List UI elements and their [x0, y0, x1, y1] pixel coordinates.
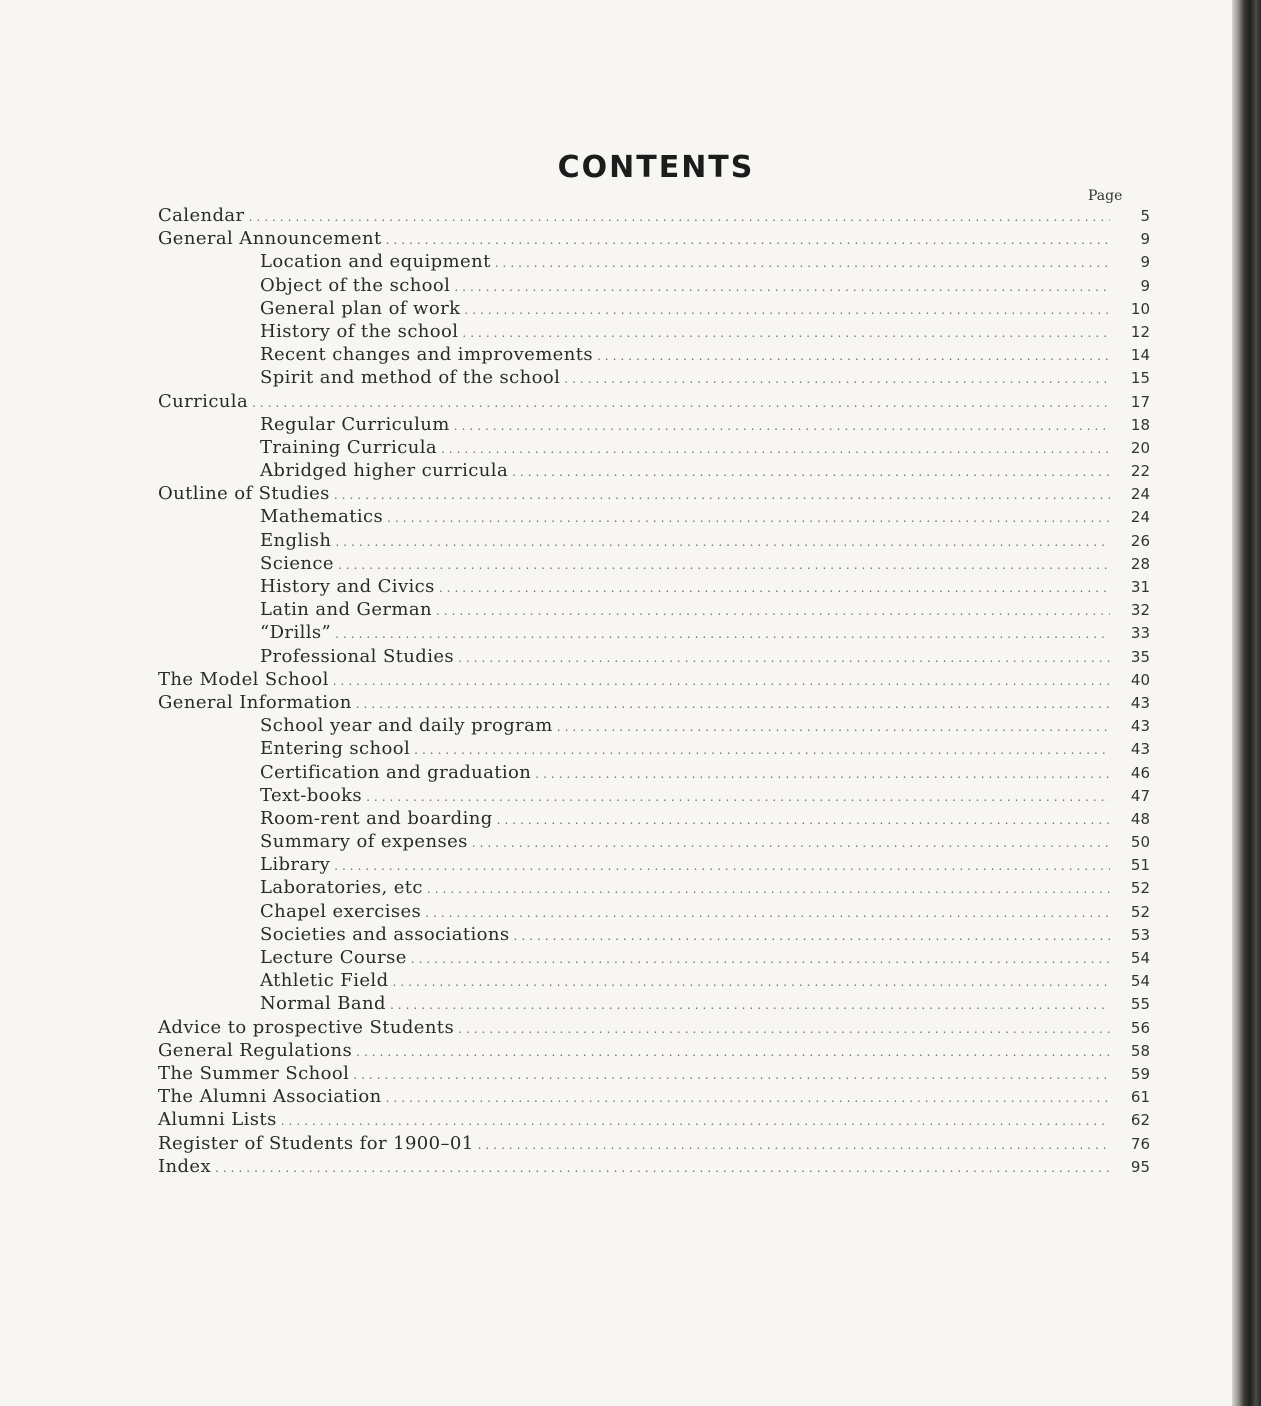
toc-entry-label: Latin and German — [260, 599, 432, 621]
toc-leader-dots — [334, 855, 1110, 878]
toc-entry-page-number: 43 — [1130, 740, 1150, 759]
toc-leader-dots — [249, 206, 1110, 229]
toc-entry-page-number: 52 — [1130, 879, 1150, 898]
book-binding-edge — [1232, 0, 1261, 1406]
toc-entry-label: Laboratories, etc — [260, 877, 423, 899]
toc-entry-label: Register of Students for 1900–01 — [158, 1132, 474, 1154]
toc-leader-dots — [334, 484, 1110, 507]
toc-entry-page-number: 31 — [1130, 578, 1150, 596]
toc-entry-label: History of the school — [260, 320, 459, 342]
toc-entry-page-number: 62 — [1130, 1111, 1150, 1130]
toc-leader-dots — [335, 623, 1110, 646]
toc-entry-page-number: 43 — [1130, 717, 1150, 736]
toc-leader-dots — [495, 252, 1110, 275]
toc-leader-dots — [356, 1041, 1110, 1064]
page-title: CONTENTS — [557, 150, 755, 185]
toc-entry-label: Regular Curriculum — [260, 413, 450, 435]
toc-entry — [158, 900, 1150, 923]
toc-entry — [158, 946, 1150, 969]
toc-entry-label: Science — [260, 552, 334, 574]
toc-leader-dots — [425, 902, 1110, 925]
toc-entry-page-number: 5 — [1140, 207, 1150, 225]
toc-entry — [158, 1155, 1150, 1178]
toc-entry-label: Societies and associations — [260, 923, 510, 945]
toc-leader-dots — [411, 948, 1110, 971]
toc-leader-dots — [564, 368, 1110, 391]
toc-entry — [158, 830, 1150, 853]
toc-leader-dots — [436, 600, 1110, 623]
toc-leader-dots — [472, 832, 1110, 855]
toc-entry — [158, 250, 1150, 273]
toc-entry-page-number: 22 — [1130, 462, 1150, 481]
toc-entry-page-number: 47 — [1130, 786, 1150, 805]
toc-leader-dots — [387, 507, 1110, 530]
toc-entry-page-number: 52 — [1130, 902, 1150, 921]
toc-entry-page-number: 35 — [1130, 647, 1150, 666]
toc-leader-dots — [441, 438, 1110, 461]
toc-entry-label: Summary of expenses — [260, 831, 468, 853]
toc-entry — [158, 204, 1150, 227]
toc-entry — [158, 227, 1150, 250]
toc-entry-page-number: 9 — [1140, 253, 1150, 272]
toc-entry — [158, 807, 1150, 830]
toc-leader-dots — [366, 786, 1110, 809]
toc-entry-label: English — [260, 529, 332, 551]
toc-entry-label: Recent changes and improvements — [260, 344, 593, 366]
toc-entry — [158, 436, 1150, 459]
toc-leader-dots — [356, 693, 1110, 716]
toc-leader-dots — [393, 971, 1111, 994]
toc-entry-page-number: 32 — [1130, 601, 1150, 620]
toc-entry-label: Abridged higher curricula — [260, 460, 509, 482]
toc-leader-dots — [386, 1087, 1110, 1110]
toc-entry — [158, 505, 1150, 528]
toc-entry — [158, 1108, 1150, 1131]
toc-entry-label: The Alumni Association — [158, 1086, 382, 1108]
toc-entry — [158, 761, 1150, 784]
toc-entry — [158, 413, 1150, 436]
toc-entry-label: Index — [158, 1155, 212, 1177]
toc-entry-page-number: 26 — [1130, 531, 1150, 550]
toc-leader-dots — [458, 1018, 1110, 1041]
toc-entry-page-number: 95 — [1130, 1157, 1150, 1176]
toc-entry-label: Calendar — [158, 205, 245, 226]
toc-entry — [158, 1039, 1150, 1062]
toc-entry-label: General Regulations — [158, 1039, 353, 1061]
toc-leader-dots — [335, 531, 1110, 554]
toc-leader-dots — [454, 415, 1110, 438]
toc-entry-page-number: 33 — [1130, 624, 1150, 643]
toc-leader-dots — [557, 716, 1110, 739]
toc-entry — [158, 598, 1150, 621]
toc-entry-label: Outline of Studies — [158, 483, 330, 505]
toc-leader-dots — [535, 763, 1110, 786]
toc-entry-label: Mathematics — [260, 506, 384, 528]
toc-entry — [158, 320, 1150, 343]
toc-entry — [158, 876, 1150, 899]
toc-entry — [158, 992, 1150, 1015]
toc-entry-label: General Announcement — [158, 228, 382, 250]
toc-entry-label: School year and daily program — [260, 715, 553, 737]
toc-entry — [158, 297, 1150, 320]
toc-leader-dots — [414, 739, 1110, 762]
toc-entry-page-number: 24 — [1130, 508, 1150, 527]
toc-leader-dots — [333, 670, 1110, 693]
toc-entry-label: Object of the school — [260, 274, 451, 296]
toc-entry-label: Advice to prospective Students — [158, 1016, 455, 1038]
toc-entry — [158, 784, 1150, 807]
toc-entry-label: Chapel exercises — [260, 900, 422, 922]
toc-entry — [158, 575, 1150, 598]
toc-entry-page-number: 50 — [1130, 833, 1150, 852]
toc-entry-page-number: 10 — [1130, 299, 1150, 318]
toc-leader-dots — [512, 461, 1110, 484]
toc-leader-dots — [462, 322, 1110, 345]
toc-entry — [158, 1016, 1150, 1039]
toc-leader-dots — [464, 299, 1110, 322]
toc-entry-label: Curricula — [158, 390, 249, 412]
toc-leader-dots — [458, 647, 1110, 670]
toc-entry — [158, 552, 1150, 575]
toc-entry — [158, 853, 1150, 876]
toc-leader-dots — [353, 1064, 1110, 1087]
toc-entry-label: Professional Studies — [260, 645, 455, 667]
toc-entry-page-number: 54 — [1130, 949, 1150, 967]
toc-leader-dots — [338, 554, 1110, 577]
toc-entry — [158, 274, 1150, 297]
toc-entry — [158, 459, 1150, 482]
toc-leader-dots — [597, 345, 1110, 368]
toc-entry — [158, 343, 1150, 366]
toc-entry-page-number: 9 — [1140, 230, 1150, 249]
toc-entry-page-number: 55 — [1130, 995, 1150, 1014]
toc-entry-label: Room-rent and boarding — [260, 807, 493, 829]
toc-entry — [158, 737, 1150, 760]
toc-entry-label: The Model School — [158, 668, 329, 690]
toc-entry — [158, 1085, 1150, 1108]
toc-entry-page-number: 43 — [1130, 693, 1150, 712]
toc-entry-page-number: 59 — [1130, 1064, 1150, 1083]
toc-entry-page-number: 14 — [1130, 346, 1150, 365]
toc-entry-label: Entering school — [260, 738, 411, 760]
toc-entry — [158, 668, 1150, 691]
toc-entry-label: Normal Band — [260, 993, 386, 1015]
toc-leader-dots — [386, 229, 1110, 252]
toc-entry-label: Location and equipment — [260, 251, 491, 273]
toc-entry-label: “Drills” — [260, 622, 332, 644]
toc-entry-label: Training Curricula — [260, 436, 437, 458]
toc-entry-page-number: 15 — [1130, 369, 1150, 388]
toc-entry-page-number: 20 — [1130, 438, 1150, 457]
toc-leader-dots — [427, 878, 1110, 901]
toc-entry-label: The Summer School — [158, 1062, 350, 1084]
table-of-contents — [158, 204, 1150, 1178]
toc-entry-page-number: 46 — [1130, 763, 1150, 782]
toc-leader-dots — [497, 809, 1110, 832]
toc-entry-label: General plan of work — [260, 297, 461, 319]
toc-entry-page-number: 12 — [1130, 322, 1150, 341]
page-column-header: Page — [1088, 188, 1123, 204]
toc-entry-page-number: 53 — [1130, 925, 1150, 944]
toc-entry — [158, 529, 1150, 552]
toc-entry-label: Library — [260, 854, 331, 876]
toc-entry-label: History and Civics — [260, 576, 435, 597]
toc-entry — [158, 621, 1150, 644]
toc-entry-page-number: 48 — [1130, 809, 1150, 828]
toc-entry — [158, 923, 1150, 946]
toc-entry-page-number: 24 — [1130, 485, 1150, 504]
toc-entry-page-number: 54 — [1130, 972, 1150, 991]
toc-entry — [158, 1062, 1150, 1085]
toc-entry — [158, 366, 1150, 389]
toc-entry — [158, 390, 1150, 413]
toc-entry-label: Text-books — [260, 784, 363, 806]
toc-entry-page-number: 40 — [1130, 670, 1150, 689]
toc-leader-dots — [215, 1157, 1110, 1180]
toc-entry — [158, 482, 1150, 505]
toc-entry-page-number: 56 — [1130, 1018, 1150, 1037]
toc-entry-page-number: 28 — [1130, 554, 1150, 573]
toc-entry-label: General Information — [158, 691, 352, 713]
toc-leader-dots — [390, 994, 1110, 1017]
toc-entry-label: Lecture Course — [260, 947, 407, 968]
toc-entry-page-number: 18 — [1130, 415, 1150, 434]
toc-entry — [158, 714, 1150, 737]
toc-entry — [158, 645, 1150, 668]
toc-entry-page-number: 17 — [1130, 392, 1150, 411]
toc-entry-page-number: 51 — [1130, 856, 1150, 875]
toc-leader-dots — [478, 1134, 1110, 1157]
toc-entry-page-number: 76 — [1130, 1134, 1150, 1153]
toc-leader-dots — [439, 577, 1110, 600]
toc-entry-label: Alumni Lists — [158, 1109, 277, 1131]
toc-entry-label: Spirit and method of the school — [260, 367, 561, 389]
toc-entry-label: Certification and graduation — [260, 761, 532, 783]
toc-entry-label: Athletic Field — [260, 970, 389, 992]
toc-entry — [158, 1132, 1150, 1155]
toc-entry-page-number: 9 — [1140, 276, 1150, 295]
toc-entry — [158, 969, 1150, 992]
toc-leader-dots — [281, 1110, 1110, 1133]
toc-leader-dots — [514, 925, 1111, 948]
toc-leader-dots — [454, 276, 1110, 299]
toc-entry-page-number: 61 — [1130, 1088, 1150, 1107]
toc-leader-dots — [252, 392, 1110, 415]
toc-entry — [158, 691, 1150, 714]
toc-entry-page-number: 58 — [1130, 1041, 1150, 1060]
